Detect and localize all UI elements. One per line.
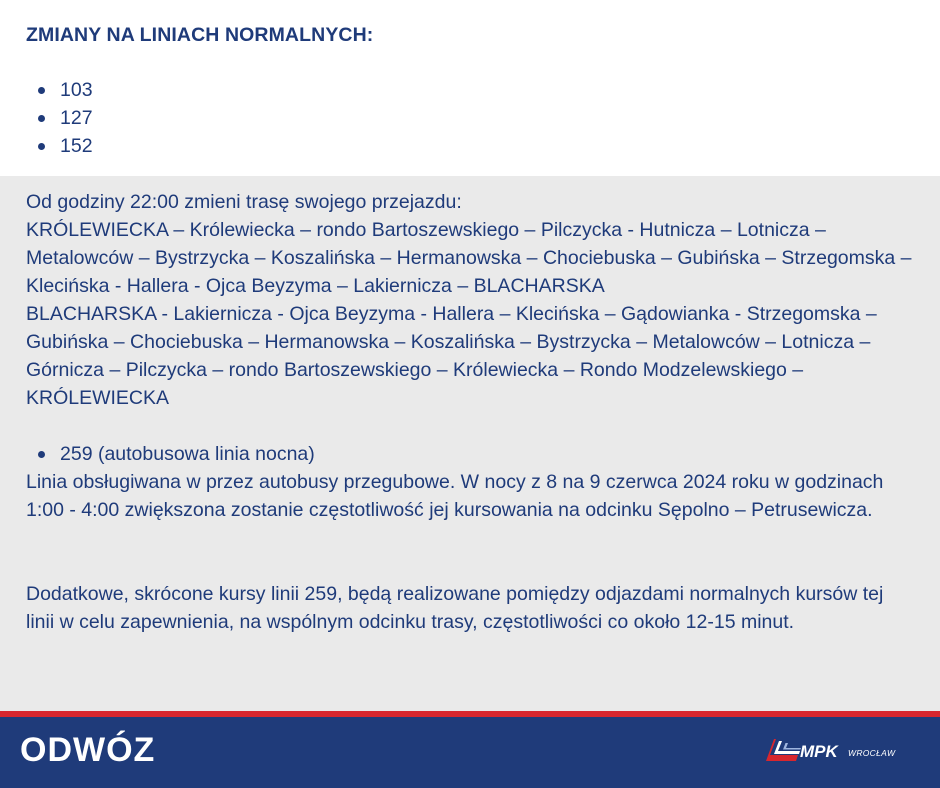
route-outbound: KRÓLEWIECKA – Królewiecka – rondo Bartoszewskiego – Pilczycka - Hutnicza – Lotnicza – Metalowców – Bystrzycka – Koszalińska – Hermanowska – Chociebuska – Gubińska – Strzegomska – Klecińska - Hallera - Ojca Beyzyma – Lakiernicza – BLACHARSKA: [26, 219, 912, 297]
logo-city-text: WROCŁAW: [848, 748, 896, 758]
line-list: [26, 76, 93, 160]
night-line-description: Linia obsługiwana w przez autobusy przegubowe. W nocy z 8 na 9 czerwca 2024 roku w godzinach 1:00 - 4:00 zwiększona zostanie częstotliwość jej kursowania na odcinku Sępolno – Petrusewicza.: [26, 471, 884, 521]
footer-title: ODWÓZ: [20, 731, 156, 769]
list-item-line: 103: [26, 76, 93, 104]
top-section: [0, 0, 940, 176]
logo-brand-text: MPK: [800, 742, 838, 761]
list-item-night-line: 259 (autobusowa linia nocna): [26, 440, 315, 468]
list-item-line: 127: [26, 104, 93, 132]
mpk-logo-icon: [764, 735, 802, 767]
list-item-line: 152: [26, 132, 93, 160]
night-line-extra-info: Dodatkowe, skrócone kursy linii 259, będą realizowane pomiędzy odjazdami normalnych kursów tej linii w celu zapewnienia, na wspólnym odcinku trasy, częstotliwości co około 12-15 minut.: [26, 583, 884, 633]
section-heading: ZMIANY NA LINIACH NORMALNYCH:: [26, 24, 374, 46]
footer-bar: [0, 717, 940, 788]
mpk-logo: [764, 735, 904, 771]
route-intro: Od godziny 22:00 zmieni trasę swojego przejazdu:: [26, 191, 462, 213]
night-line-list: [26, 440, 315, 468]
route-return: BLACHARSKA - Lakiernicza - Ojca Beyzyma - Hallera – Klecińska – Gądowianka - Strzegomska – Gubińska – Chociebuska – Hermanowska – Koszalińska – Bystrzycka – Metalowców – Lotnicza – Górnicza – Pilczycka – rondo Bartoszewskiego – Królewiecka – Rondo Modzelewskiego – KRÓLEWIECKA: [26, 303, 877, 409]
